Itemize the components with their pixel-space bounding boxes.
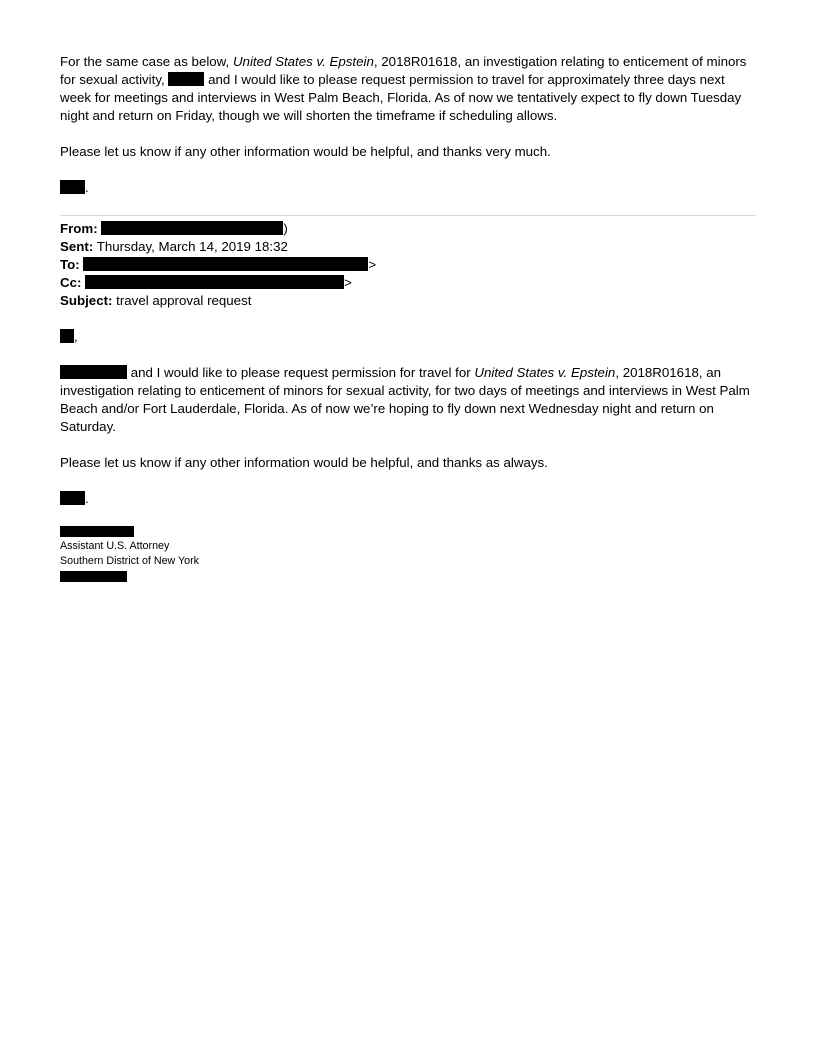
signoff-punct: . [85,491,89,506]
cc-row [60,274,756,292]
sent-value: Thursday, March 14, 2019 18:32 [93,239,288,254]
sent-row [60,238,756,256]
signature-title: Assistant U.S. Attorney [60,540,170,552]
redaction-bar [101,221,283,235]
from-label: From: [60,221,98,236]
email-header [60,220,756,310]
signoff-punct: . [85,180,89,195]
subject-row [60,292,756,310]
text-span: and I would like to please request permission for travel for [127,365,475,380]
redaction-bar [60,491,85,505]
to-label: To: [60,257,80,272]
cc-suffix: > [344,275,352,290]
original-signoff [60,490,756,508]
original-greeting [60,328,756,346]
text-span: , 2018R01618, an investigation relating to enticement of minors for sexual activity, [60,54,747,87]
subject-value: travel approval request [112,293,252,308]
email-document [60,53,756,582]
message-divider [60,215,756,216]
to-row [60,256,756,274]
reply-paragraph-2: Please let us know if any other information would be helpful, and thanks very much. [60,144,551,159]
to-suffix: > [368,257,377,272]
case-name: United States v. Epstein [474,365,616,380]
redaction-bar [60,526,134,537]
reply-signoff [60,179,756,197]
from-row [60,220,756,238]
redaction-bar [60,365,127,379]
redaction-bar [85,275,344,289]
case-name: United States v. Epstein [232,54,374,69]
redaction-bar [168,72,204,86]
original-paragraph-2: Please let us know if any other information would be helpful, and thanks as always. [60,455,548,470]
signature-block [60,526,756,582]
redaction-bar [60,571,127,582]
redaction-bar [83,257,368,271]
cc-label: Cc: [60,275,82,290]
signature-office: Southern District of New York [60,555,199,567]
text-span: For the same case as below, [60,54,233,69]
text-span: , 2018R01618, an investigation relating to enticement of minors for sexual activity, for two days of meetings and interviews in West Palm Beach and/or Fort Lauderdale, Florida. As of now we’re hoping to fly down next Wednesday night and return on Saturday. [60,365,750,434]
redaction-bar [60,180,85,194]
text-span: and I would like to please request permission to travel for approximately three days next week for meetings and interviews in West Palm Beach, Florida. As of now we tentatively expect to fly down Tuesday night and return on Friday, though we will shorten the timeframe if scheduling allows. [60,72,742,123]
from-suffix: ) [283,221,288,236]
subject-label: Subject: [60,293,113,308]
greeting-punct: , [74,329,78,344]
sent-label: Sent: [60,239,94,254]
reply-paragraph-1 [60,53,756,125]
redaction-bar [60,329,74,343]
original-paragraph-1 [60,364,756,436]
